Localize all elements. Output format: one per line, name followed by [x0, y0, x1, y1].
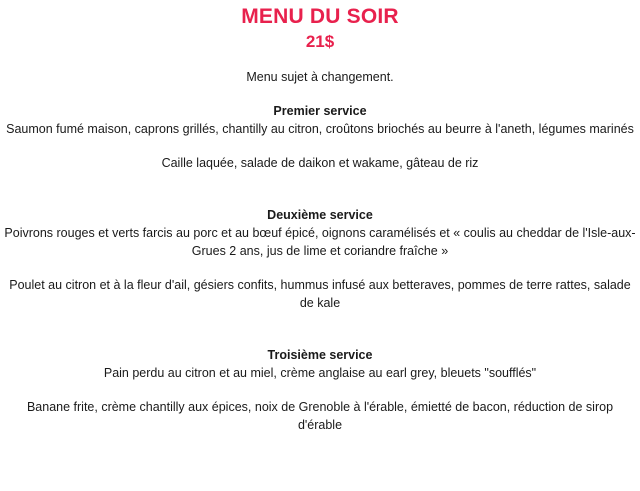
- dish-item: Poulet au citron et à la fleur d'ail, gésiers confits, hummus infusé aux betteraves, pommes de terre rattes, salade de kale: [9, 278, 631, 310]
- section-troisieme-service: [0, 346, 640, 434]
- section-premier-service: [0, 102, 640, 172]
- dish-item: Saumon fumé maison, caprons grillés, chantilly au citron, croûtons briochés au beurre à l'aneth, légumes marinés: [6, 122, 634, 136]
- dish-item: Poivrons rouges et verts farcis au porc et au bœuf épicé, oignons caramélisés et « coulis au cheddar de l'Isle-aux-Grues 2 ans, jus de lime et coriandre fraîche »: [4, 226, 636, 258]
- section-title: Premier service: [273, 104, 367, 118]
- menu-note: Menu sujet à changement.: [246, 70, 394, 84]
- spacer: [0, 312, 640, 346]
- dish-item: Banane frite, crème chantilly aux épices, noix de Grenoble à l'érable, émietté de bacon, réduction de sirop d'érable: [26, 400, 614, 432]
- spacer: [0, 172, 640, 206]
- menu-price: 21$: [305, 32, 335, 51]
- spacer: [0, 86, 640, 102]
- spacer: [0, 382, 640, 398]
- section-title: Deuxième service: [267, 208, 373, 222]
- menu-title: MENU DU SOIR: [241, 5, 399, 28]
- section-title: Troisième service: [267, 348, 373, 362]
- spacer: [0, 138, 640, 154]
- section-deuxieme-service: [0, 206, 640, 312]
- dish-item: Pain perdu au citron et au miel, crème anglaise au earl grey, bleuets "soufflés": [103, 366, 537, 380]
- spacer: [0, 260, 640, 276]
- dish-item: Caille laquée, salade de daikon et wakame, gâteau de riz: [161, 156, 479, 170]
